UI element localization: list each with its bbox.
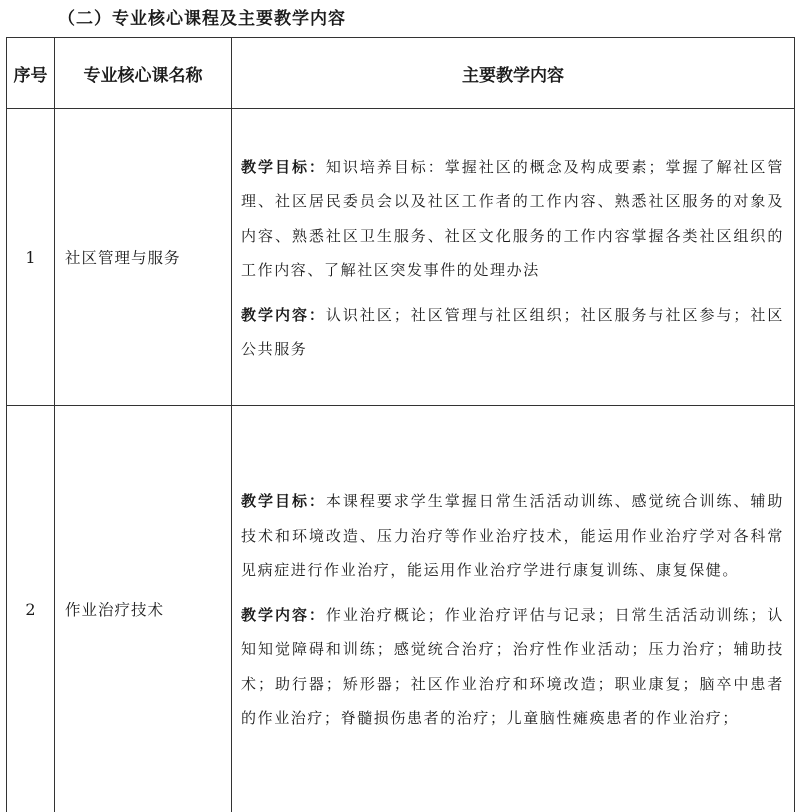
table-header-row xyxy=(7,38,795,109)
teaching-goal xyxy=(241,484,784,588)
teaching-goal xyxy=(241,150,784,288)
table-row xyxy=(7,109,795,406)
goal-text: 本课程要求学生掌握日常生活活动训练、感觉统合训练、辅助技术和环境改造、压力治疗等作业治疗技术，能运用作业治疗学对各科常见病症进行作业治疗，能运用作业治疗学进行康复训练、康复保健。 xyxy=(241,492,784,579)
content-label: 教学内容： xyxy=(241,306,326,324)
goal-label: 教学目标： xyxy=(241,158,326,176)
goal-text: 知识培养目标：掌握社区的概念及构成要素；掌握了解社区管理、社区居民委员会以及社区工作者的工作内容、熟悉社区服务的对象及内容、熟悉社区卫生服务、社区文化服务的工作内容掌握各类社区组织的工作内容、了解社区突发事件的处理办法 xyxy=(241,158,784,280)
teaching-content xyxy=(241,598,784,736)
course-table xyxy=(6,37,795,812)
row-index: 2 xyxy=(7,406,55,812)
section-heading: （二）专业核心课程及主要教学内容 xyxy=(58,4,346,29)
goal-label: 教学目标： xyxy=(241,492,326,510)
header-course-name: 专业核心课名称 xyxy=(55,38,232,109)
course-name: 作业治疗技术 xyxy=(55,406,232,812)
header-index: 序号 xyxy=(7,38,55,109)
course-name: 社区管理与服务 xyxy=(55,109,232,406)
content-text: 作业治疗概论；作业治疗评估与记录；日常生活活动训练；认知知觉障碍和训练；感觉统合治疗；治疗性作业活动；压力治疗；辅助技术；助行器；矫形器；社区作业治疗和环境改造；职业康复；脑卒中患者的作业治疗；脊髓损伤患者的治疗；儿童脑性瘫痪患者的作业治疗； xyxy=(241,606,784,728)
table-row xyxy=(7,406,795,812)
course-content xyxy=(232,406,795,812)
content-text: 认识社区；社区管理与社区组织；社区服务与社区参与；社区公共服务 xyxy=(241,306,784,359)
header-teaching-content: 主要教学内容 xyxy=(232,38,795,109)
teaching-content xyxy=(241,298,784,367)
content-label: 教学内容： xyxy=(241,606,326,624)
course-content xyxy=(232,109,795,406)
row-index: 1 xyxy=(7,109,55,406)
